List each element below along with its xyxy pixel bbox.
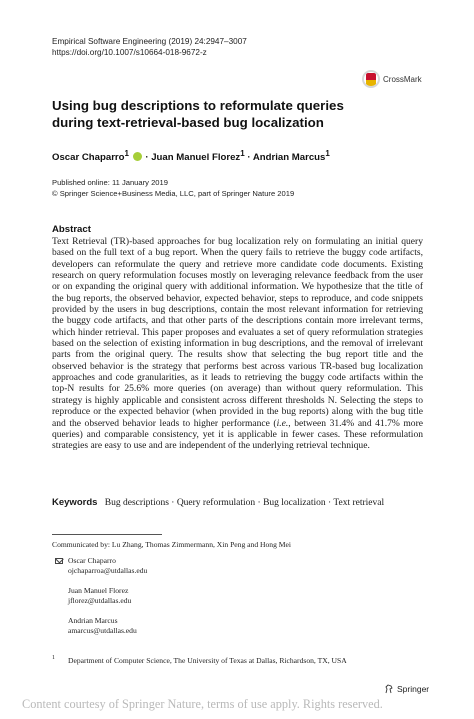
affiliation-number: 1 — [52, 655, 55, 661]
copyright-line: © Springer Science+Business Media, LLC, part of Springer Nature 2019 — [52, 188, 295, 198]
contact-email[interactable]: amarcus@utdallas.edu — [68, 626, 137, 635]
author-name[interactable]: Oscar Chaparro — [52, 152, 125, 164]
journal-citation: Empirical Software Engineering (2019) 24:2947–3007 — [52, 37, 247, 46]
author-affil-mark: 1 — [124, 149, 129, 158]
springer-horse-icon — [384, 684, 394, 694]
affiliation — [52, 656, 412, 668]
keywords-text: Bug descriptions · Query reformulation · Bug localization · Text retrieval — [104, 498, 385, 508]
keywords — [52, 497, 384, 508]
contact-entry — [52, 616, 352, 636]
contact-entry — [52, 556, 352, 576]
published-date: Published online: 11 January 2019 — [52, 178, 168, 187]
author-separator: · — [145, 152, 149, 164]
author-name[interactable]: Juan Manuel Florez — [151, 152, 241, 164]
crossmark-icon — [362, 70, 380, 88]
journal-header — [52, 36, 247, 58]
contact-email[interactable]: ojchaparroa@utdallas.edu — [68, 566, 148, 575]
author-list — [52, 149, 330, 163]
courtesy-watermark: Content courtesy of Springer Nature, terms of use apply. Rights reserved. — [22, 697, 383, 711]
contact-name: Oscar Chaparro — [68, 556, 116, 565]
springer-label: Springer — [397, 684, 430, 694]
springer-logo — [384, 684, 429, 694]
contact-list — [52, 556, 352, 646]
author-name[interactable]: Andrian Marcus — [252, 152, 326, 164]
contact-name: Juan Manuel Florez — [68, 586, 129, 595]
contact-name: Andrian Marcus — [68, 616, 118, 625]
footnote-rule — [52, 534, 162, 535]
paper-title: Using bug descriptions to reformulate queries during text-retrieval-based bug localization — [52, 98, 344, 130]
author-affil-mark: 1 — [325, 149, 330, 158]
crossmark-label: CrossMark — [383, 74, 422, 84]
abstract-text-end: , between 31.4% and 41.7% more queries) and comparable consistency, yet it is applicable in fewer cases. These reformulation strategies are easy to use and are independent of the underlying retrieval technique. — [52, 417, 423, 452]
communicated-by: Communicated by: Lu Zhang, Thomas Zimmermann, Xin Peng and Hong Mei — [52, 540, 292, 549]
author-separator: · — [247, 152, 251, 164]
keywords-label: Keywords — [52, 497, 98, 508]
orcid-icon[interactable] — [133, 152, 142, 161]
affiliation-text: Department of Computer Science, The University of Texas at Dallas, Richardson, TX, USA — [68, 656, 347, 665]
abstract-italic: i.e. — [276, 417, 289, 429]
author-affil-mark: 1 — [240, 149, 245, 158]
envelope-icon — [55, 558, 63, 564]
doi-link[interactable]: https://doi.org/10.1007/s10664-018-9672-z — [52, 48, 207, 57]
crossmark-button[interactable] — [362, 68, 442, 90]
publication-info — [52, 178, 294, 199]
abstract-heading: Abstract — [52, 224, 91, 235]
contact-email[interactable]: jflorez@utdallas.edu — [68, 596, 132, 605]
abstract-text: Text Retrieval (TR)-based approaches for bug localization rely on formulating an initial query based on the full text of a bug report. When the query fails to retrieve the buggy code artifacts, developers can reformulate the query and retrieve more candidate code documents. Existing research on query reformulation focuses mostly on leveraging relevance feedback from the user or on expanding the original query with additional information. We hypothesize that the title of the bug reports, the observed behavior, expected behavior, steps to reproduce, and code snippets provided by the users in bug descriptions, contain the most relevant information for retrieving the buggy code artifacts, and that other parts of the descriptions contain more irrelevant terms, which hinder retrieval. This paper proposes and evaluates a set of query reformulation strategies based on the selection of existing information in bug descriptions, and the removal of irrelevant parts from the original query. The results show that selecting the bug report title and the observed behavior is the strategy that performs best across various TR-based bug localization approaches and code granularities, as it leads to retrieving the buggy code artifacts within the top-N results for 25.6% more queries (on average) than without query reformulation. This strategy is highly applicable and consistent across different thresholds N. Selecting the steps to reproduce or the expected behavior (when provided in the bug reports) along with the bug title and the observed behavior leads to higher performance ( — [52, 236, 423, 429]
abstract-body — [52, 236, 423, 452]
contact-entry — [52, 586, 352, 606]
